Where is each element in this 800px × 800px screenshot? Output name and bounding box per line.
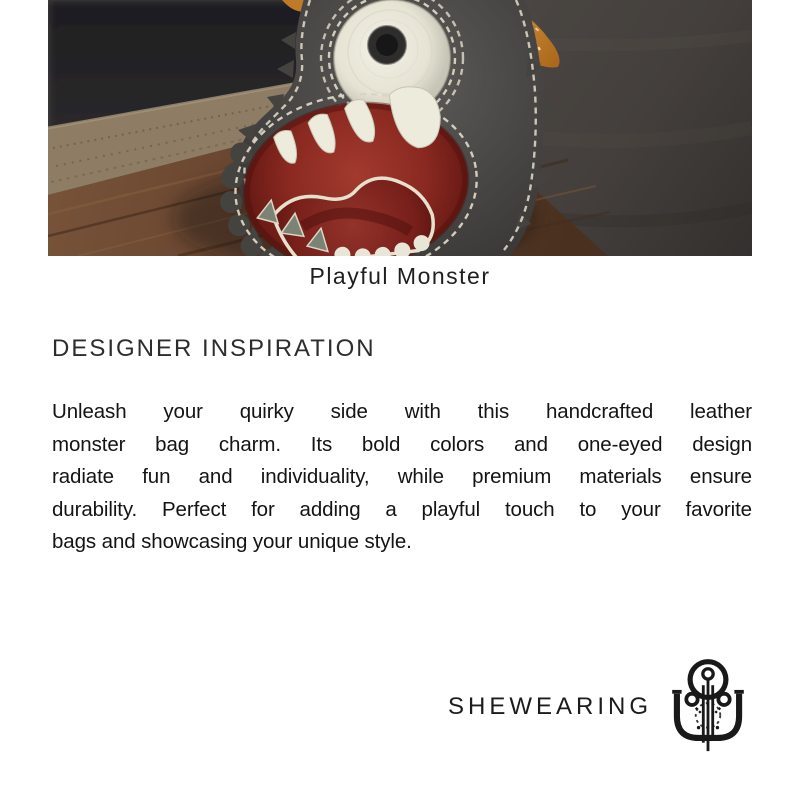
monster-charm-illustration: [48, 0, 752, 256]
paragraph-line: monster bag charm. Its bold colors and one-eyed design: [52, 432, 752, 456]
brand-footer: [448, 655, 746, 755]
description-paragraph: [52, 396, 752, 559]
paragraph-line: bags and showcasing your unique style.: [52, 530, 412, 553]
photo-caption: Playful Monster: [309, 263, 491, 289]
product-photo: [48, 0, 752, 256]
shewearing-monogram-icon: [670, 656, 746, 754]
paragraph-line: radiate fun and individuality, while premium materials ensure: [52, 465, 752, 488]
paragraph-line: durability. Perfect for adding a playful touch to your favorite: [52, 497, 752, 521]
section-heading: DESIGNER INSPIRATION: [52, 335, 376, 362]
paragraph-line: Unleash your quirky side with this handcrafted leather: [52, 400, 752, 423]
brand-name: SHEWEARING: [447, 693, 652, 720]
